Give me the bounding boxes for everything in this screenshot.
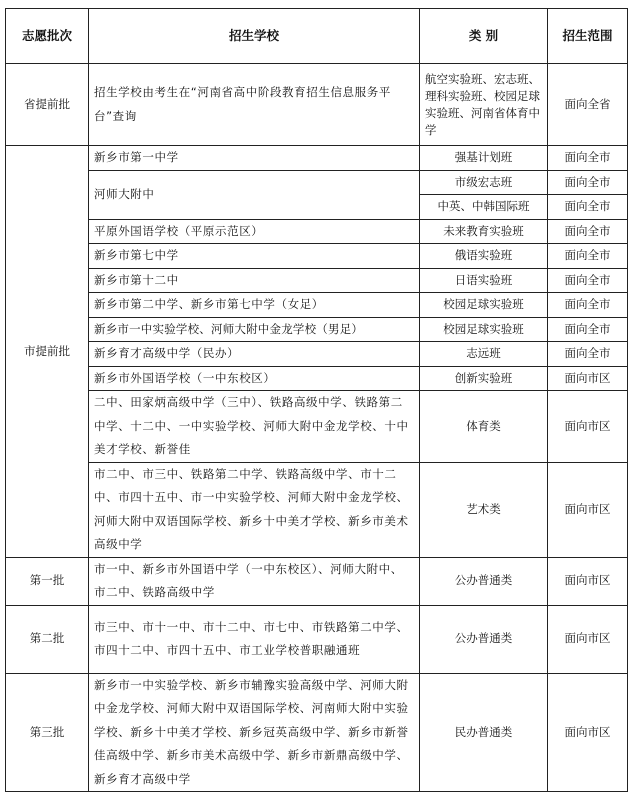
table-row — [6, 366, 628, 391]
type-cell: 强基计划班 — [420, 146, 548, 171]
range-cell: 面向全市 — [548, 219, 628, 244]
range-cell: 面向市区 — [548, 366, 628, 391]
batch-city: 市提前批 — [6, 146, 89, 558]
school-cell: 新乡市第十二中 — [89, 268, 420, 293]
school-cell: 新乡市第二中学、新乡市第七中学（女足） — [89, 293, 420, 318]
range-cell: 面向市区 — [548, 557, 628, 605]
range-cell: 面向市区 — [548, 462, 628, 557]
table-row — [6, 342, 628, 367]
school-cell: 新乡市一中实验学校、河师大附中金龙学校（男足） — [89, 317, 420, 342]
table-row-province — [6, 64, 628, 146]
table-row — [6, 462, 628, 557]
table-row — [6, 317, 628, 342]
table-row — [6, 293, 628, 318]
type-cell: 公办普通类 — [420, 557, 548, 605]
type-cell: 体育类 — [420, 391, 548, 463]
type-cell: 俄语实验班 — [420, 244, 548, 269]
range-cell: 面向全市 — [548, 146, 628, 171]
range-cell: 面向全市 — [548, 268, 628, 293]
header-school: 招生学校 — [89, 9, 420, 64]
table-row — [6, 391, 628, 463]
table-row — [6, 244, 628, 269]
range-cell: 面向全市 — [548, 170, 628, 195]
header-range: 招生范围 — [548, 9, 628, 64]
range-cell: 面向全市 — [548, 244, 628, 269]
batch-province: 省提前批 — [6, 64, 89, 146]
school-cell: 市三中、市十一中、市十二中、市七中、市铁路第二中学、市四十二中、市四十五中、市工业学校普职融通班 — [89, 605, 420, 673]
header-row — [6, 9, 628, 64]
table-row-batch3 — [6, 673, 628, 792]
type-cell: 日语实验班 — [420, 268, 548, 293]
type-cell: 校园足球实验班 — [420, 293, 548, 318]
batch-third: 第三批 — [6, 673, 89, 792]
type-cell: 艺术类 — [420, 462, 548, 557]
type-cell: 公办普通类 — [420, 605, 548, 673]
school-cell: 新乡市一中实验学校、新乡市辅豫实验高级中学、河师大附中金龙学校、河师大附中双语国际学校、河南师大附中实验学校、新乡十中美才学校、新乡冠英高级中学、新乡市新誉佳高级中学、新乡市美术高级中学、新乡市新鼎高级中学、新乡育才高级中学 — [89, 673, 420, 792]
type-cell: 中英、中韩国际班 — [420, 195, 548, 220]
school-cell: 市二中、市三中、铁路第二中学、铁路高级中学、市十二中、市四十五中、市一中实验学校、河师大附中金龙学校、河师大附中双语国际学校、新乡十中美才学校、新乡市美术高级中学 — [89, 462, 420, 557]
type-cell: 校园足球实验班 — [420, 317, 548, 342]
table-row — [6, 268, 628, 293]
range-cell: 面向市区 — [548, 391, 628, 463]
school-cell: 新乡市第一中学 — [89, 146, 420, 171]
school-cell: 新乡育才高级中学（民办） — [89, 342, 420, 367]
school-cell: 河师大附中 — [89, 170, 420, 219]
type-cell: 市级宏志班 — [420, 170, 548, 195]
table-row — [6, 170, 628, 195]
range-cell: 面向全省 — [548, 64, 628, 146]
admission-table — [5, 8, 628, 792]
type-cell: 航空实验班、宏志班、理科实验班、校园足球实验班、河南省体育中学 — [420, 64, 548, 146]
type-cell: 未来教育实验班 — [420, 219, 548, 244]
school-cell: 二中、田家炳高级中学（三中）、铁路高级中学、铁路第二中学、十二中、一中实验学校、河师大附中金龙学校、十中美才学校、新誉佳 — [89, 391, 420, 463]
table-row — [6, 146, 628, 171]
header-type: 类 别 — [420, 9, 548, 64]
type-cell: 创新实验班 — [420, 366, 548, 391]
school-cell: 市一中、新乡市外国语中学（一中东校区）、河师大附中、市二中、铁路高级中学 — [89, 557, 420, 605]
range-cell: 面向市区 — [548, 605, 628, 673]
range-cell: 面向全市 — [548, 317, 628, 342]
range-cell: 面向全市 — [548, 293, 628, 318]
school-cell: 新乡市第七中学 — [89, 244, 420, 269]
range-cell: 面向市区 — [548, 673, 628, 792]
table-row-batch1 — [6, 557, 628, 605]
school-cell: 平原外国语学校（平原示范区） — [89, 219, 420, 244]
type-cell: 志远班 — [420, 342, 548, 367]
table-row-batch2 — [6, 605, 628, 673]
header-batch: 志愿批次 — [6, 9, 89, 64]
school-cell: 新乡市外国语学校（一中东校区） — [89, 366, 420, 391]
range-cell: 面向全市 — [548, 195, 628, 220]
batch-first: 第一批 — [6, 557, 89, 605]
type-cell: 民办普通类 — [420, 673, 548, 792]
school-cell: 招生学校由考生在“河南省高中阶段教育招生信息服务平台”查询 — [89, 64, 420, 146]
range-cell: 面向全市 — [548, 342, 628, 367]
table-row — [6, 219, 628, 244]
batch-second: 第二批 — [6, 605, 89, 673]
